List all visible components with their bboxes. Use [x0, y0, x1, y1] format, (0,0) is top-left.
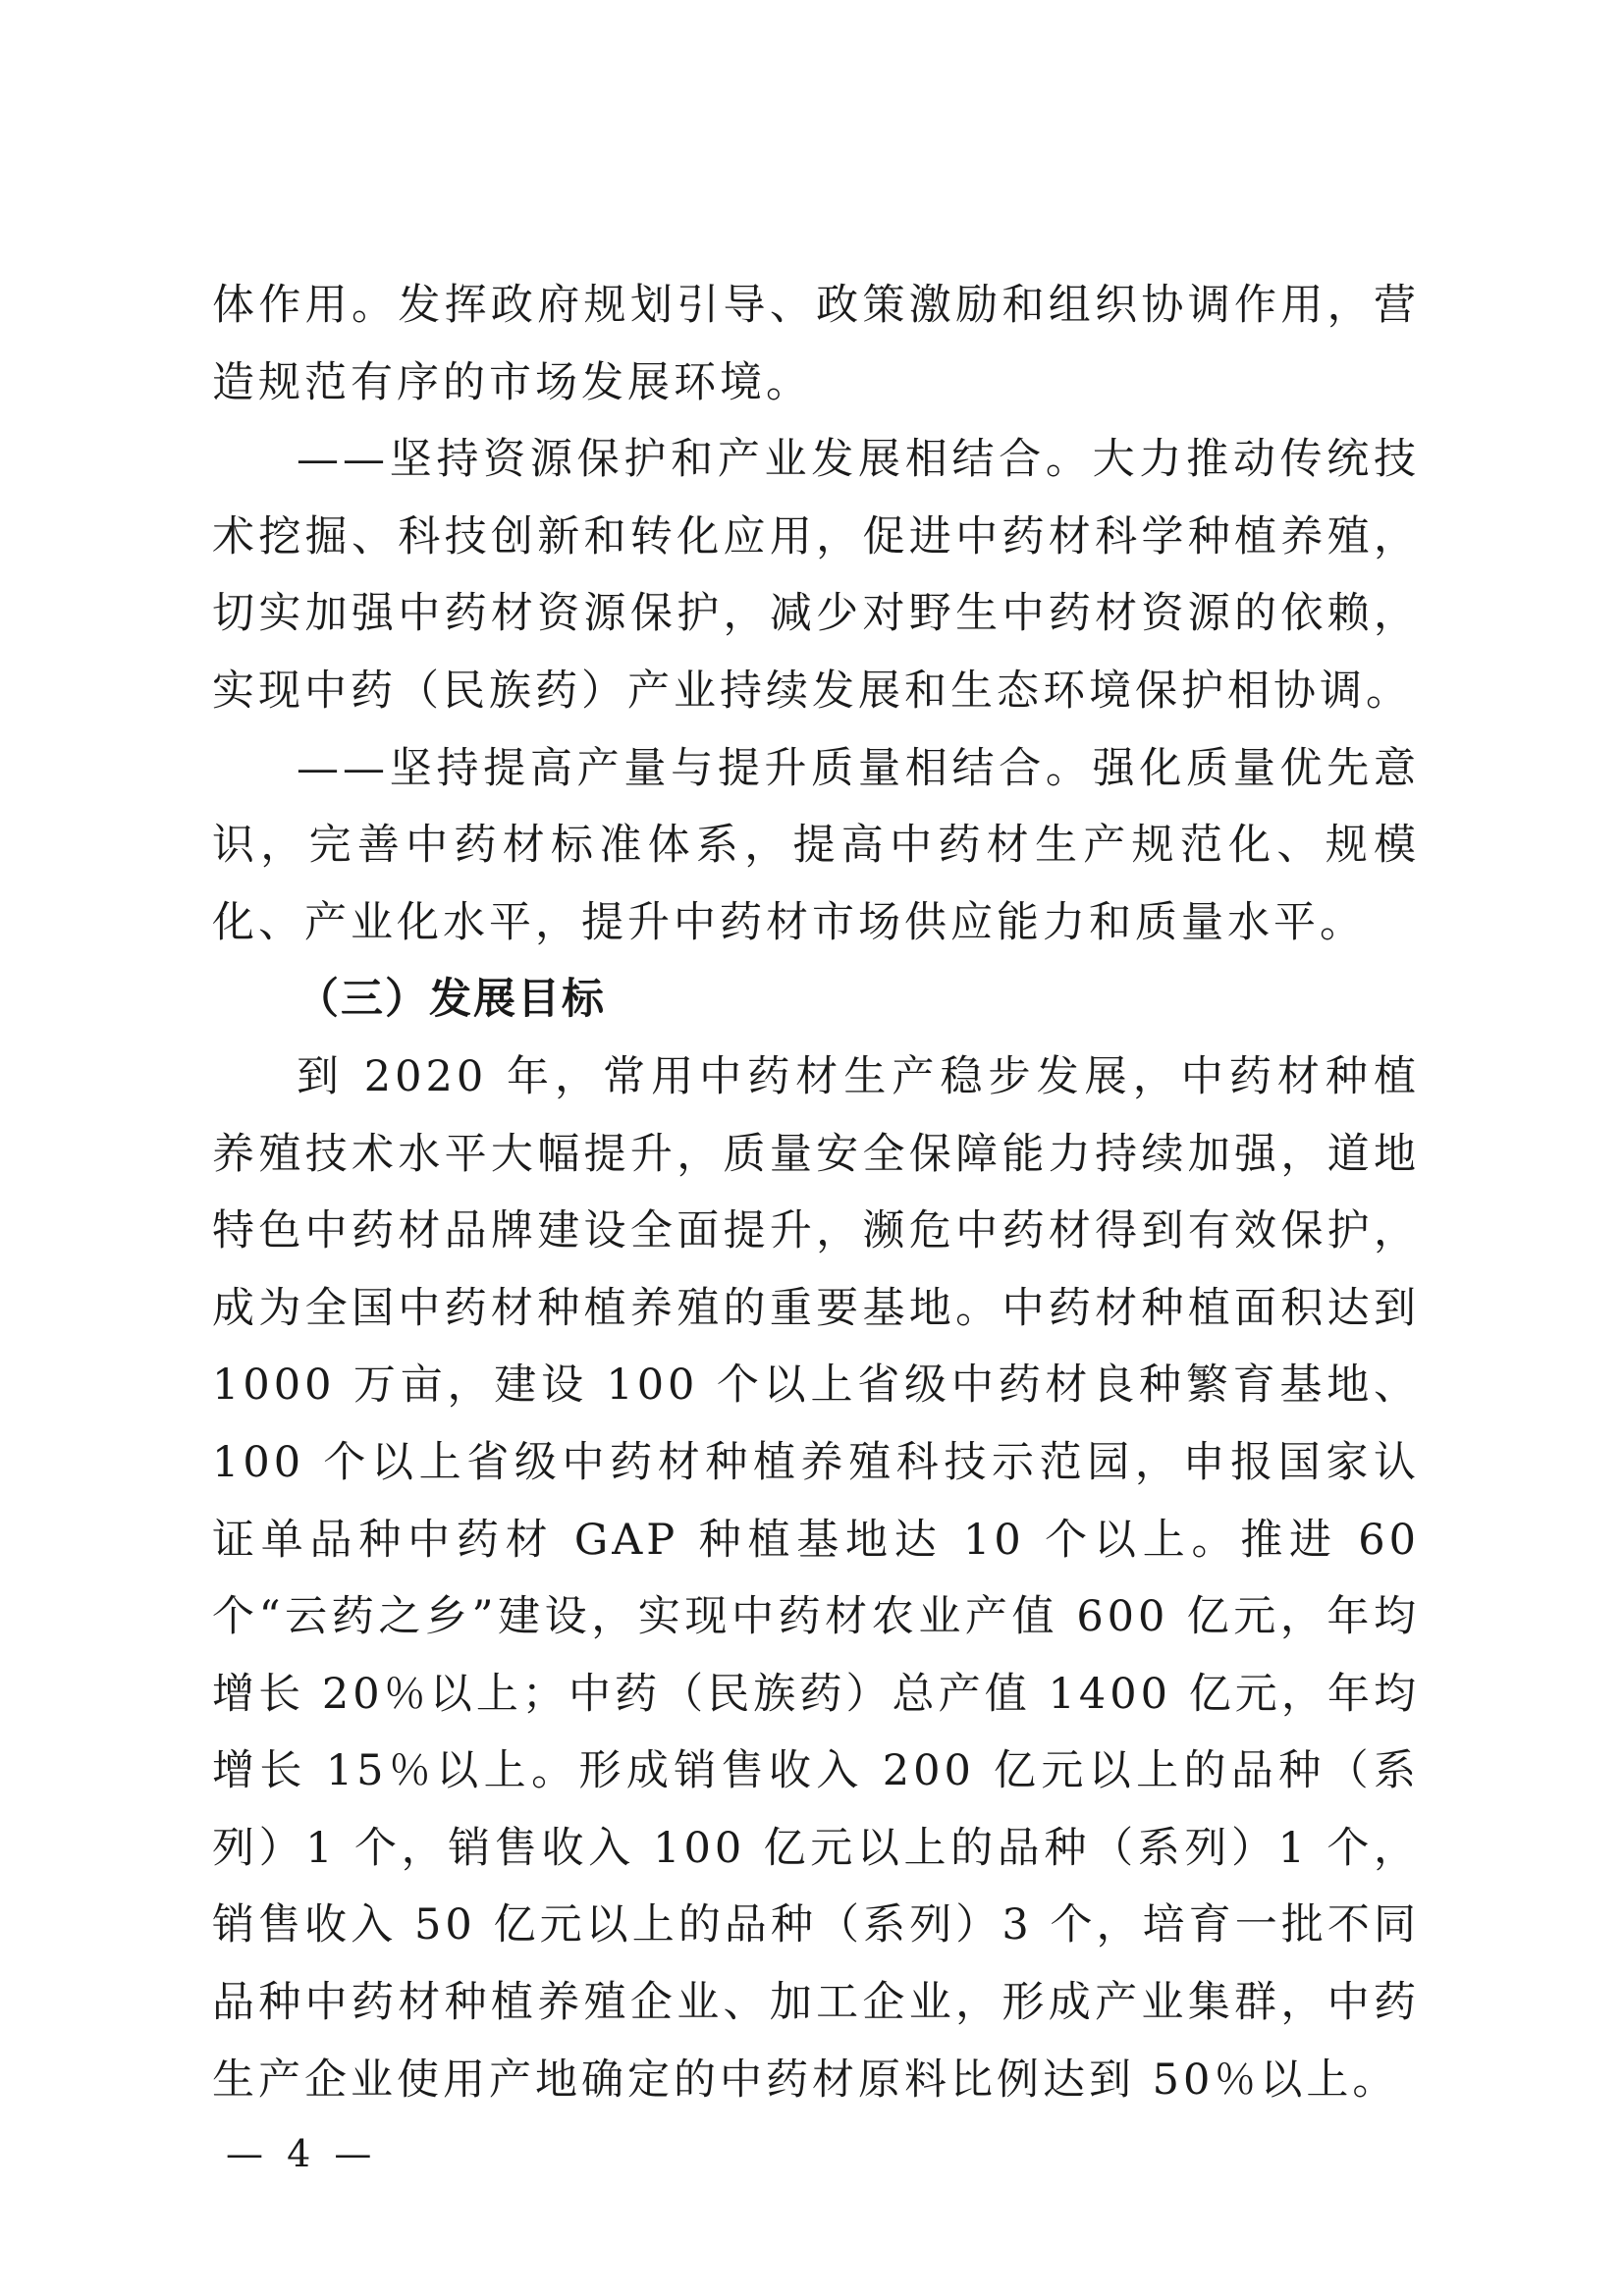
- document-body: [212, 267, 1420, 2118]
- paragraph-resource-protection: ——坚持资源保护和产业发展相结合。大力推动传统技术挖掘、科技创新和转化应用，促进中药材科学种植养殖，切实加强中药材资源保护，减少对野生中药材资源的依赖，实现中药（民族药）产业持续发展和生态环境保护相协调。: [212, 435, 1420, 716]
- paragraph-development-goals: 到 2020 年，常用中药材生产稳步发展，中药材种植养殖技术水平大幅提升，质量安全保障能力持续加强，道地特色中药材品牌建设全面提升，濒危中药材得到有效保护，成为全国中药材种植养殖的重要基地。中药材种植面积达到 1000 万亩，建设 100 个以上省级中药材良种繁育基地、100 个以上省级中药材种植养殖科技示范园，申报国家认证单品种中药材 GAP 种植基地达 10 个以上。推进 60 个“云药之乡”建设，实现中药材农业产值 600 亿元，年均增长 20％以上；中药（民族药）总产值 1400 亿元，年均增长 15％以上。形成销售收入 200 亿元以上的品种（系列）1 个，销售收入 100 亿元以上的品种（系列）1 个，销售收入 50 亿元以上的品种（系列）3 个，培育一批不同品种中药材种植养殖企业、加工企业，形成产业集群，中药生产企业使用产地确定的中药材原料比例达到 50％以上。: [212, 1051, 1420, 2105]
- section-heading-development-goals: （三）发展目标: [297, 975, 606, 1025]
- page-number: — 4 —: [226, 2132, 378, 2175]
- paragraph-continuation: 体作用。发挥政府规划引导、政策激励和组织协调作用，营造规范有序的市场发展环境。: [212, 281, 1420, 407]
- paragraph-quality-improvement: ——坚持提高产量与提升质量相结合。强化质量优先意识，完善中药材标准体系，提高中药材生产规范化、规模化、产业化水平，提升中药材市场供应能力和质量水平。: [212, 743, 1420, 947]
